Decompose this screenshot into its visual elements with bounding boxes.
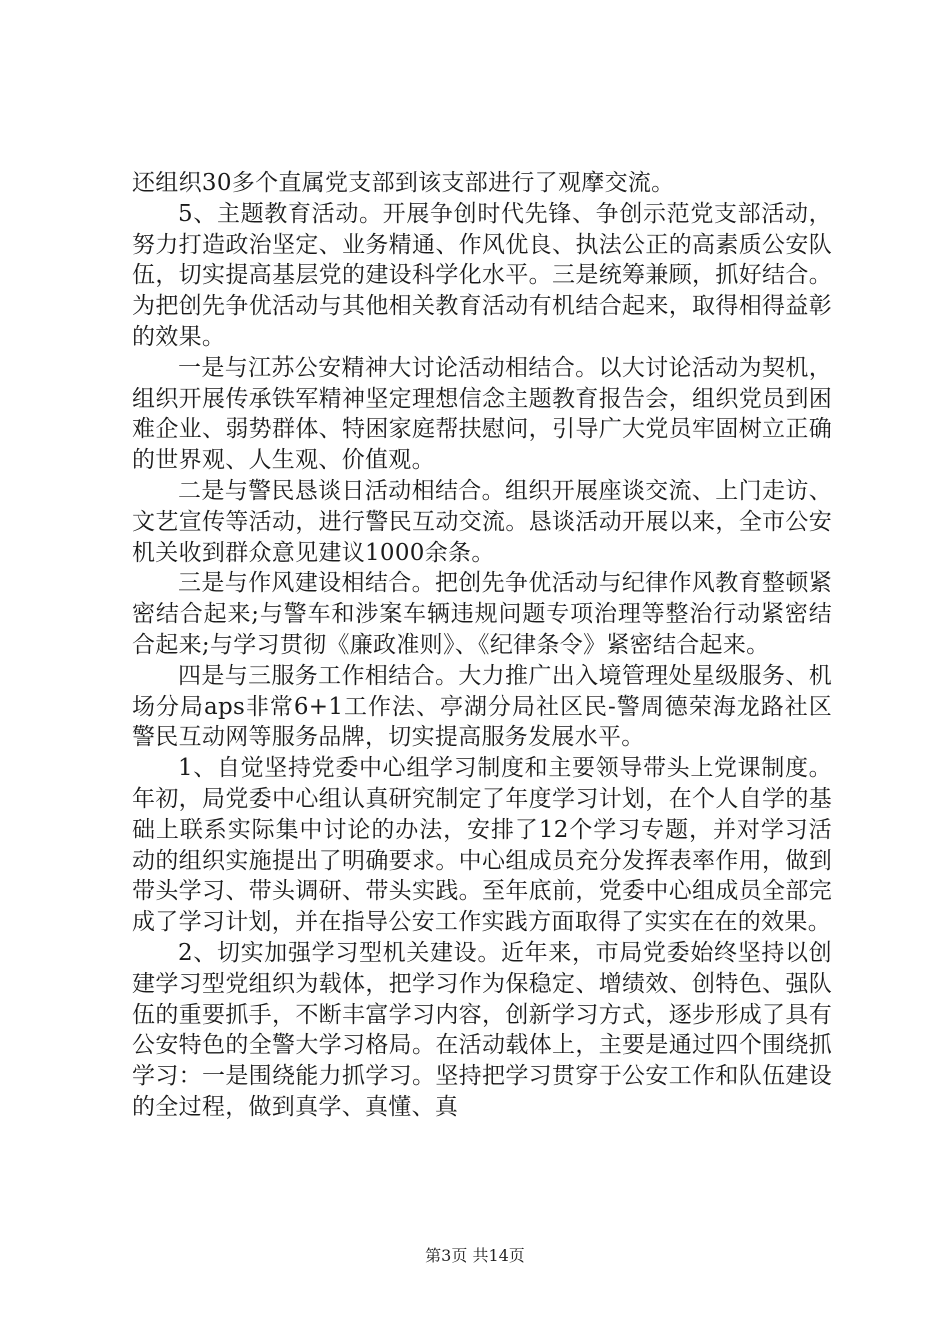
paragraph-6: 四是与三服务工作相结合。大力推广出入境管理处星级服务、机场分局aps非常6+1工作法、亭湖分局社区民-警周德荣海龙路社区警民互动网等服务品牌，切实提高服务发展水平。 xyxy=(132,662,832,751)
paragraph-3: 一是与江苏公安精神大讨论活动相结合。以大讨论活动为契机，组织开展传承铁军精神坚定理想信念主题教育报告会，组织党员到困难企业、弱势群体、特困家庭帮扶慰问，引导广大党员牢固树立正确的世界观、人生观、价值观。 xyxy=(132,354,832,474)
page-footer: 第3页 共14页 xyxy=(425,1246,525,1265)
document-body xyxy=(132,168,832,1123)
paragraph-7: 1、自觉坚持党委中心组学习制度和主要领导带头上党课制度。年初，局党委中心组认真研究制定了年度学习计划，在个人自学的基础上联系实际集中讨论的办法，安排了12个学习专题，并对学习活动的组织实施提出了明确要求。中心组成员充分发挥表率作用，做到带头学习、带头调研、带头实践。至年底前，党委中心组成员全部完成了学习计划，并在指导公安工作实践方面取得了实实在在的效果。 xyxy=(132,755,832,936)
paragraph-8: 2、切实加强学习型机关建设。近年来，市局党委始终坚持以创建学习型党组织为载体，把学习作为保稳定、增绩效、创特色、强队伍的重要抓手，不断丰富学习内容，创新学习方式，逐步形成了具有公安特色的全警大学习格局。在活动载体上，主要是通过四个围绕抓学习：一是围绕能力抓学习。坚持把学习贯穿于公安工作和队伍建设的全过程，做到真学、真懂、真 xyxy=(132,939,832,1120)
paragraph-2: 5、主题教育活动。开展争创时代先锋、争创示范党支部活动，努力打造政治坚定、业务精通、作风优良、执法公正的高素质公安队伍，切实提高基层党的建设科学化水平。三是统筹兼顾，抓好结合。为把创先争优活动与其他相关教育活动有机结合起来，取得相得益彰的效果。 xyxy=(132,200,832,350)
paragraph-4: 二是与警民恳谈日活动相结合。组织开展座谈交流、上门走访、文艺宣传等活动，进行警民互动交流。恳谈活动开展以来，全市公安机关收到群众意见建议1000余条。 xyxy=(132,477,832,566)
paragraph-1: 还组织30多个直属党支部到该支部进行了观摩交流。 xyxy=(132,170,675,196)
paragraph-5: 三是与作风建设相结合。把创先争优活动与纪律作风教育整顿紧密结合起来;与警车和涉案车辆违规问题专项治理等整治行动紧密结合起来;与学习贯彻《廉政准则》、《纪律条令》紧密结合起来。 xyxy=(132,570,832,658)
